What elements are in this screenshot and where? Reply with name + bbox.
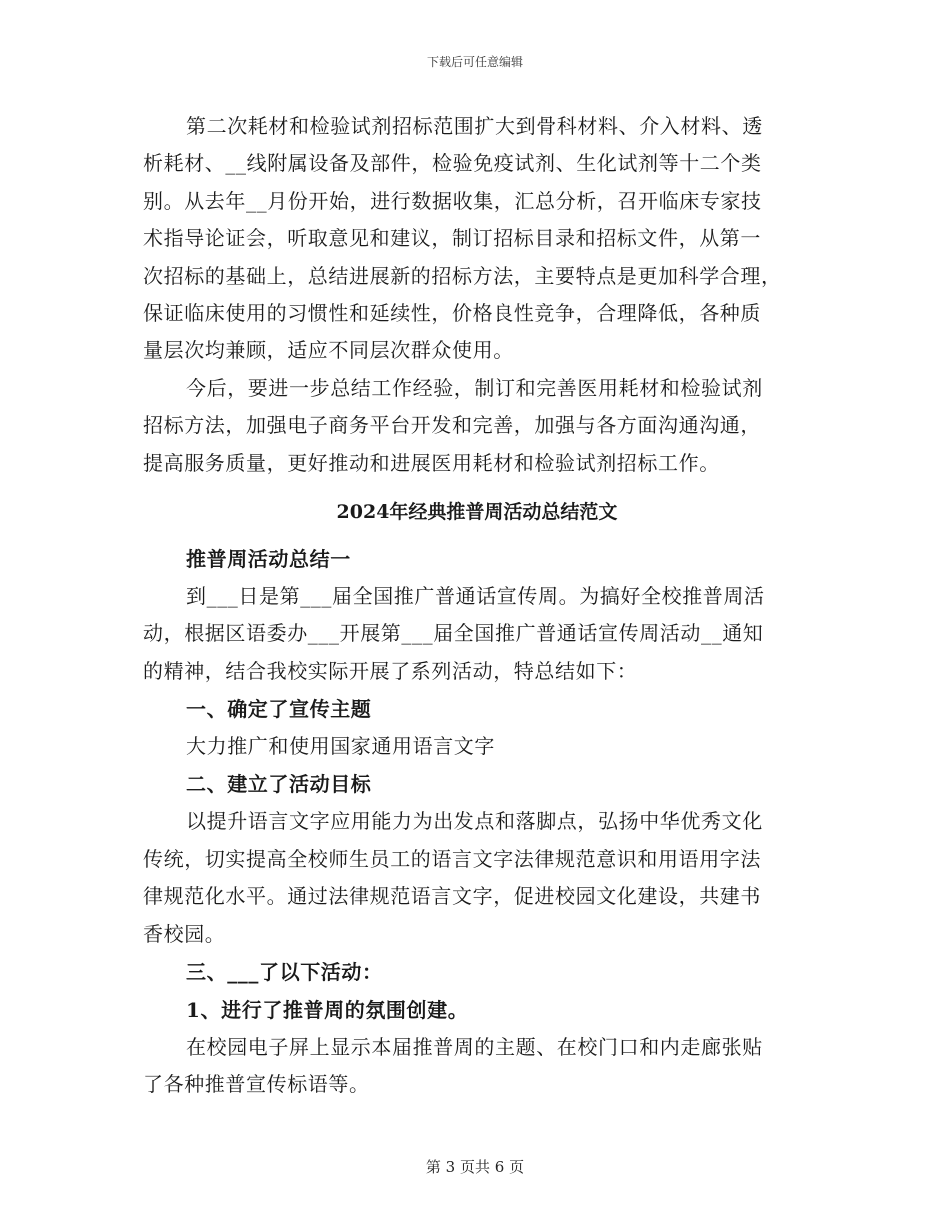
paragraph-line: 量层次均兼顾，适应不同层次群众使用。 (143, 338, 514, 363)
section-heading-3: 三、___了以下活动： (186, 960, 383, 985)
paragraph-line: 术指导论证会，听取意见和建议，制订招标目录和招标文件，从第一 (143, 226, 761, 251)
paragraph-line: 次招标的基础上，总结进展新的招标方法，主要特点是更加科学合理， (143, 263, 782, 288)
paragraph-line: 了各种推普宣传标语等。 (143, 1072, 370, 1097)
section-heading-2: 二、建立了活动目标 (186, 772, 372, 797)
summary-heading: 推普周活动总结一 (186, 546, 351, 571)
paragraph-line: 析耗材、__线附属设备及部件，检验免疫试剂、生化试剂等十二个类 (143, 151, 762, 176)
document-body (143, 108, 811, 1104)
page-header: 下载后可任意编辑 (426, 55, 523, 69)
paragraph-line: 香校园。 (143, 921, 226, 946)
page-footer: 第 3 页共 6 页 (425, 1158, 525, 1176)
paragraph-line: 在校园电子屏上显示本届推普周的主题、在校门口和内走廊张贴 (186, 1035, 763, 1060)
paragraph-line: 提高服务质量，更好推动和进展医用耗材和检验试剂招标工作。 (143, 450, 720, 475)
paragraph-line: 传统，切实提高全校师生员工的语言文字法律规范意识和用语用字法 (143, 846, 761, 871)
paragraph-line: 今后，要进一步总结工作经验，制订和完善医用耗材和检验试剂 (186, 375, 763, 400)
paragraph-line: 招标方法，加强电子商务平台开发和完善，加强与各方面沟通沟通， (143, 413, 761, 438)
document-title: 2024年经典推普周活动总结范文 (336, 500, 618, 523)
paragraph-line: 大力推广和使用国家通用语言文字 (186, 734, 495, 759)
paragraph-line: 以提升语言文字应用能力为出发点和落脚点，弘扬中华优秀文化 (186, 809, 763, 834)
paragraph-line: 的精神，结合我校实际开展了系列活动，特总结如下： (143, 658, 638, 683)
paragraph-line: 到___日是第___届全国推广普通话宣传周。为搞好全校推普周活 (186, 583, 765, 608)
paragraph-line: 别。从去年__月份开始，进行数据收集，汇总分析，召开临床专家技 (143, 188, 762, 213)
paragraph-line: 保证临床使用的习惯性和延续性，价格良性竞争，合理降低，各种质 (143, 300, 761, 325)
paragraph-line: 第二次耗材和检验试剂招标范围扩大到骨科材料、介入材料、透 (186, 114, 763, 138)
paragraph-line: 律规范化水平。通过法律规范语言文字，促进校园文化建设，共建书 (143, 884, 761, 909)
section-heading-1: 一、确定了宣传主题 (186, 697, 372, 722)
subsection-heading-1: 1、进行了推普周的氛围创建。 (186, 998, 469, 1023)
paragraph-line: 动，根据区语委办___开展第___届全国推广普通话宣传周活动__通知 (143, 621, 764, 646)
